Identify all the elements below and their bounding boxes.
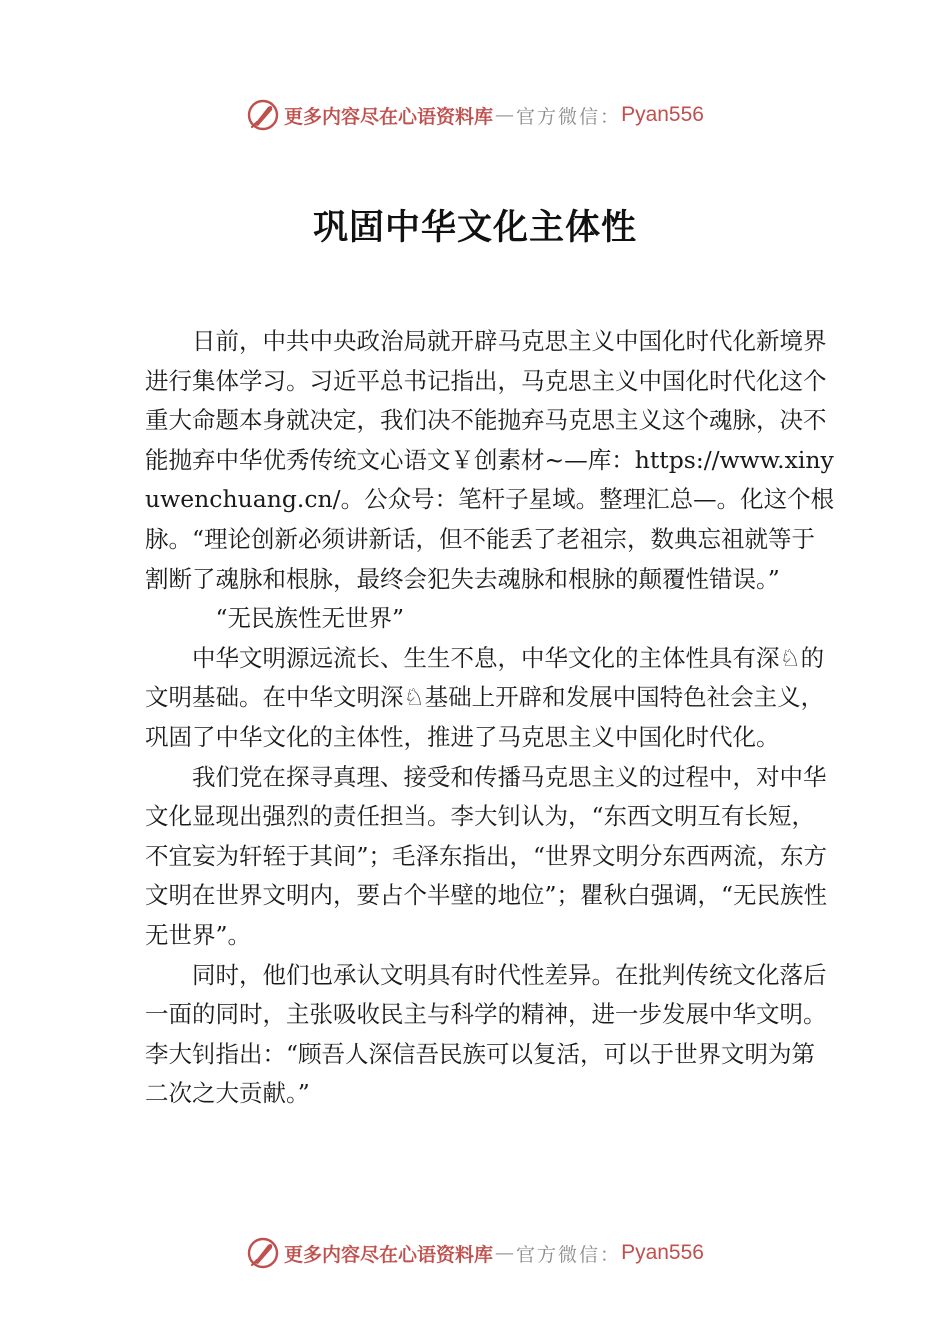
wechat-id: Pyan556 xyxy=(621,103,704,126)
brand-text: 更多内容尽在心语资料库 xyxy=(284,1243,494,1266)
paragraph-4: 同时，他们也承认文明具有时代性差异。在批判传统文化落后一面的同时，主张吸收民主与科学的精神，进一步发展中华文明。李大钊指出：“顾吾人深信吾民族可以复活，可以于世界文明为第二次之大贡献。” xyxy=(145,960,827,1108)
header-banner xyxy=(0,95,950,135)
footer-banner xyxy=(0,1233,950,1273)
wechat-label: 官方微信： xyxy=(516,1243,622,1266)
wechat-label: 官方微信： xyxy=(516,105,622,128)
wechat-id: Pyan556 xyxy=(621,1241,704,1264)
paragraph-2: 中华文明源远流长、生生不息，中华文化的主体性具有深♘的文明基础。在中华文明深♘基础上开辟和发展中国特色社会主义，巩固了中华文化的主体性，推进了马克思主义中国化时代化。 xyxy=(145,643,825,751)
document-body xyxy=(145,322,835,1114)
quill-pen-logo-icon xyxy=(246,1236,280,1270)
document-title: 巩固中华文化主体性 xyxy=(312,207,637,248)
paragraph-3: 我们党在探寻真理、接受和传播马克思主义的过程中，对中华文化显现出强烈的责任担当。李大钊认为，“东西文明互有长短，不宜妄为轩轾于其间”；毛泽东指出，“世界文明分东西两流，东方文明在世界文明内，要占个半壁的地位”；瞿秋白强调，“无民族性无世界”。 xyxy=(145,762,828,949)
quill-pen-logo-icon xyxy=(246,98,280,132)
banner-dash: — xyxy=(495,104,515,126)
paragraph-1: 日前，中共中央政治局就开辟马克思主义中国化时代化新境界进行集体学习。习近平总书记指出，马克思主义中国化时代化这个重大命题本身就决定，我们决不能抛弃马克思主义这个魂脉，决不能抛弃中华优秀传统文心语文￥创素材~—库：https://www.xinyuwenchuang.cn/。公众号：笔杆子星域。整理汇总—。化这个根脉。“理论创新必须讲新话，但不能丢了老祖宗，数典忘祖就等于割断了魂脉和根脉，最终会犯失去魂脉和根脉的颠覆性错误。” xyxy=(145,327,835,593)
brand-text: 更多内容尽在心语资料库 xyxy=(284,105,494,128)
banner-dash: — xyxy=(495,1242,515,1264)
section-subheading: “无民族性无世界” xyxy=(215,604,405,633)
